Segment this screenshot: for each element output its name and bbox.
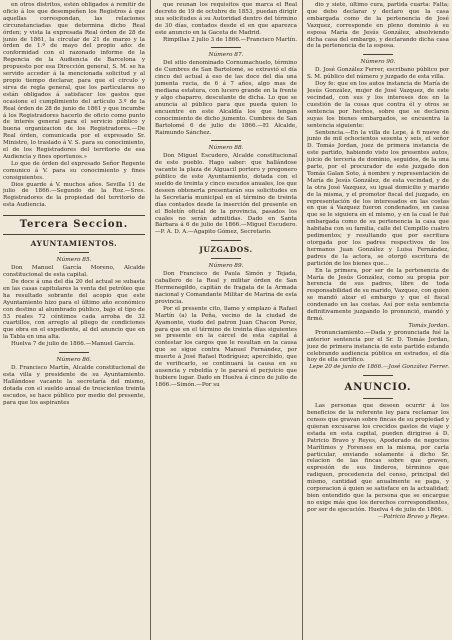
signature: Huelva 7 de julio de 1866.—Manuel García. xyxy=(11,341,135,348)
paragraph: Dios guarde á V. muchos años. Sevilla 11 de julio de 1866.—Segundo de la Roz.—Sres. Registradores de la propiedad del territorio de esta Audiencia. xyxy=(3,181,145,209)
subsection-heading: AYUNTAMIENTOS. xyxy=(30,239,118,249)
column-rule xyxy=(302,0,303,640)
divider xyxy=(211,47,241,48)
signature: Lepe 20 de junio de 1866.—José González Ferrer. xyxy=(309,364,449,371)
paragraph: D. José González Ferrer, escribano público por S. M. público del número y juzgado de esta villa. xyxy=(307,67,449,81)
notice-number: Número 86. xyxy=(56,357,92,364)
paragraph: Don Miguel Escudero, Alcalde constitucional de este pueblo. Hago saber: que hallándose vacante la plaza de Alguacil portero y pregonero público de este Ayuntamiento, dotada con el sueldo de treinta y cinco escudos anuales, los que deseen obtenerla presentarán sus solicitudes en la Secretaría municipal en el término de treinta días contados desde la inserción del presente en el Boletín oficial de la provincia, pasados los cuales no serán admitidas. Dado en Santa Bárbara á 6 de julio de 1866.—Miguel Escudero.—P. A. D. A.—Agapito Gómez, Secretario. xyxy=(155,153,297,236)
announcement-heading: ANUNCIO. xyxy=(344,382,412,394)
divider xyxy=(59,352,89,353)
divider xyxy=(363,375,393,376)
column-1 xyxy=(3,2,145,407)
signature: Tomás Jordan. xyxy=(408,322,449,329)
paragraph: Doy fe: que en los autos instancia de María de Jesús González, mujer de José Vazquez, de este vecindad, con sus y los intereses dos en la cuestión de la cosas que contra él y otros se sentencia por hechos, sobre que se declaren suyas los bienes embargados, se encuentra la sentencia siguiente: xyxy=(307,81,449,129)
notice-number: Número 85. xyxy=(56,257,92,264)
paragraph: En la primera, por ser de la pertenencia de María de Jesús González, como su propia por herencia de sus padres, libre de toda responsabilidad de su marido, Vazquez, con quien se mandó alzar el embargo y que el fiscal condenado en las costas. Así por esta sentencia definitivamente juzgando lo pronunció, mandó y firmó. xyxy=(307,267,449,322)
column-rule xyxy=(150,0,151,640)
column-2 xyxy=(155,2,297,389)
divider xyxy=(211,258,241,259)
paragraph: dio y sieté, último cura, partida cuarta: Falta; que debo declarar y declaro que la casa embargada como de la pertenencia de José Vazquez, corresponde en pleno dominio á su esposa María de Jesús González, absolviendo dicha casa del embargo, y declarando dicha casa de la pertenencia de la esposa. xyxy=(307,2,449,50)
notice-number: Número 87. xyxy=(208,52,244,59)
divider xyxy=(363,54,393,55)
notice-number: Número 89. xyxy=(208,263,244,270)
paragraph: en otros distritos, estén obligados á remitir de oficio á los que desempeñen los Registros á que aquellas correspondan, las relaciones circunstanciadas que determina dicho Real órden; y vista la expresada Real órden de 28 de junio de 1861, la circular de 21 de marzo y la órden de 1.º de mayo del propio año: de conformidad con el razonado informe de la Regencia de la Audiencia de Barcelona y propuesto por esa Dirección general, S. M. se ha servido acceder á la mencionada solicitud y al propio tiempo declarar, para que el circulo y sirva de regla general, que los particulares no están obligados á satisfacer los gastos que ocasione el cumplimiento del artículo 3.º de la Real órden de 28 de junio de 1861 y que incumbe á los Registradores hacerlo de oficio como punto de interés general para el servicio público y buena organizacion de los Registradores.—De Real órden, comunicada por el expresado Sr. Ministro, lo traslado á V. S. para su conocimiento, el de los Registradores del territorio de esa Audiencia y fines oportunos.» xyxy=(3,2,145,160)
paragraph: Lo que de órden del expresado Señor Regente comunico á V. para su conocimiento y fines consiguientes. xyxy=(3,160,145,181)
divider xyxy=(59,252,89,253)
section-heading: Tercera Seccion. xyxy=(3,215,145,235)
paragraph: Don Manuel García Moreno, Alcalde constitucional de esta capital. xyxy=(3,265,145,279)
paragraph: De doce á una del día 20 del actual se subasta en las casas capitulares la venta del petróleo que ha resultado sobrante del acopio que este Ayuntamiento hizo para el último año económico con destino al alumbrado público, bajo el tipo de 53 reales 72 céntimos cada arroba de 32 cuartillos, con arreglo al pliego de condiciones que obra en el expediente, al del anuncio que en la Tabla en una alta. xyxy=(3,279,145,341)
notice-number: Número 88. xyxy=(208,145,244,152)
signature: —Patricio Bravo y Reyes. xyxy=(377,513,449,520)
column-3 xyxy=(307,2,449,521)
paragraph: D. Francisco Martín, Alcalde constitucional de esta villa y presidente de su Ayuntamiento. Hallándose vacante la secretaría del mismo, dotada con el sueldo anual de trescientos treinta escudos, se hace público por medio del presente, para que los aspirantes xyxy=(3,365,145,406)
paragraph: Por el presente cito, llamo y emplazo á Rafael Martín (a) la Peña, vecino de la ciudad de Ayamonte, viudo del patron Juan Chacon Perez, para que en el término de treinta días siguientes se presente en la cárcel de esta capital á contestar los cargos que le resultan en la causa que se sigue contra Manuel Fernández, por muerte á José Rafael Rodríguez; apercibido, que de verificarlo, se continuará la causa en su ausencia y rebeldía y le parará el perjuicio que hubiere lugar. Dado en Huelva á cinco de julio de 1866.—Simón.—Por su xyxy=(155,305,297,388)
divider xyxy=(211,140,241,141)
notice-number: Número 90. xyxy=(360,59,396,66)
paragraph: Pronunciamiento.—Dada y pronunciada fué la anterior sentencia por el Sr. D. Tomás Jordan, juez de primera instancia de este partido estando celebrando audiencia pública en estrados, el día hoy de ella certifico. xyxy=(307,329,449,364)
paragraph: que reunan los requisitos que marca el Real decreto de 19 de octubre de 1853, puedan dirigir sus solicitudes á su Autoridad dentro del término de 30 días, contados desde el en que aparezca este anuncio en la Gaceta de Madrid. xyxy=(155,2,297,36)
paragraph: Don Francisco de Paula Simón y Tejada, caballero de la Real y militar órden de San Hermenegildo, capitán de fragata de la Armada nacional y Comandante Militar de Marina de esta provincia. xyxy=(155,271,297,305)
paragraph: Las personas que deseen ocurrir á los beneficios de la referente ley para reclamar los censos que gravan sobre fincas de su propiedad y quieran excusarse los crecidos gastos de viaje y estada en esta capital, pueden dirigirse á D. Patricio Bravo y Reyes, Apoderado de negocios Marítimos y Forenses en la misma, por carta particular, enviando solamente á dicho Sr. relacion de las fincas sobre que graven, expresión de sus linderos, términos que radiquen, procedencia del censo, principal del mismo, cantidad que anualmente se paga, y corporacion á quien se satisface en la actualidad; bien entendido que la persona que se encargue no exige más que los derechos correspondientes, por ser de ejecución. Huelva 4 de julio de 1866. xyxy=(307,403,449,513)
subsection-heading: JUZGADOS. xyxy=(199,245,253,255)
paragraph: Sentencia.—En la villa de Lepe, á 6 nueve de junio de mil ochocientos sesenta y seis, el señor D. Tomás Jordan, juez de primera instancia de este partido, habiendo visto los presentes autos, juicio de tercería de dominio, seguidos, de la una parte, por el procurador de este juzgado don Tomás Galan Soto, á nombre y representación de María de Jesús González, de esta vecindad, y de la otra José Vazquez, su igual domicilio y marido de la misma, y el promotor fiscal del juzgado, en representación de los interesados en las costas en que á Vazquez fueron condenados, en causa que se le siguiera en el mismo, y en la cual le fué embargada como de su pertenencia la casa que habitaba con su familia, calle del Cempillo cuatro pedimentos; y resultando que por escritura otorgada por los padres respectivos de los hermanos Juan González y Luisa Fernández, padres de la actora, se otorgó escritura de partición de los bienes que... xyxy=(307,129,449,267)
divider xyxy=(211,240,241,241)
paragraph: Del sitio denominado Cornumachuelo, término de Cumbres de San Bartolomé, se extravió el día cinco del actual á eso de las doce del día una jumenta rucia, de 6 á 7 años, algo mas de mediana estatura, con lucero grande en la frente y algo chaparro, desculante de dicha. Lo que se anuncia al público para que pueda quien lo encuentre en este Alcaldía los que tengan conocimiento de dicho jumento. Cumbres de San Bartolomé 6 de julio de 1866.—El Alcalde, Raimundo Sánchez. xyxy=(155,60,297,136)
signature: Rimpillas 2 julio 3 de 1866.—Francisco Martín. xyxy=(163,36,297,43)
divider xyxy=(363,398,393,399)
